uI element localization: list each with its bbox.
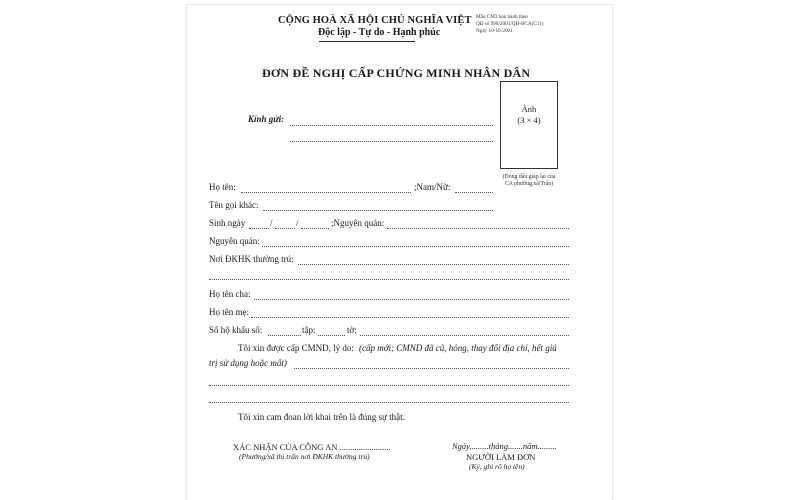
birthplace-label: ;Nguyên quán: (331, 218, 385, 228)
reason-field-line-3[interactable] (209, 402, 569, 403)
application-date: Ngày.........tháng.......năm......... (452, 441, 557, 451)
form-note-line-2: QĐ số 998/2001/QĐ-BCA(C11) (476, 21, 544, 27)
volume-label: tập: (302, 325, 316, 335)
full-name-field[interactable] (241, 192, 411, 193)
birthplace-field[interactable] (387, 228, 569, 229)
reason-field[interactable] (294, 368, 569, 369)
dob-year-field[interactable] (301, 228, 329, 229)
full-name-label: Họ tên: (209, 182, 236, 192)
hometown-field[interactable] (262, 246, 569, 247)
stamp-note-line-1: (Đóng dấu giáp lai của (502, 174, 556, 180)
father-field[interactable] (254, 299, 569, 300)
residence-field-continued[interactable] (209, 279, 569, 280)
other-name-field[interactable] (263, 210, 493, 211)
mother-field[interactable] (251, 317, 569, 318)
form-title: ĐƠN ĐỀ NGHỊ CẤP CHỨNG MINH NHÂN DÂN (262, 66, 531, 80)
reason-prefix: Tôi xin được cấp CMND, lý do: (238, 343, 354, 353)
photo-label: Ảnh (521, 104, 537, 114)
household-label: Số hộ khẩu số: (209, 325, 263, 335)
dob-month-field[interactable] (275, 228, 295, 229)
sheet-label: tờ: (347, 325, 357, 335)
stamp-note-line-2: CA phường,xã/Trấn) (504, 181, 554, 187)
volume-field[interactable] (318, 335, 345, 336)
mother-label: Họ tên mẹ: (209, 307, 249, 317)
hometown-label: Nguyên quán: (209, 236, 260, 246)
police-confirm-title: XÁC NHẬN CỦA CÔNG AN ........................ (233, 442, 391, 452)
dob-separator-2: / (296, 218, 299, 228)
dob-label: Sinh ngày (209, 218, 246, 228)
dob-separator-1: / (270, 218, 273, 228)
police-confirm-subtitle: (Phường/xã thị trấn nơi ĐKHK thường trú) (239, 452, 370, 461)
commitment-text: Tôi xin cam đoan lời khai trên là đúng sự thật. (238, 412, 405, 422)
addressee-label: Kính gửi: (248, 114, 285, 124)
motto: Độc lập - Tự do - Hạnh phúc (318, 27, 441, 38)
gender-field[interactable] (455, 192, 493, 193)
residence-field[interactable] (298, 264, 569, 265)
reason-field-line-2[interactable] (209, 385, 569, 386)
gender-label: ;Nam/Nữ: (414, 182, 451, 192)
photo-size: (3 × 4) (517, 115, 541, 125)
nation-heading: CỘNG HOÀ XÃ HỘI CHỦ NGHĨA VIỆT (278, 15, 472, 26)
reason-options-2: trị sử dụng hoặc mất) (209, 358, 287, 368)
residence-label: Nơi ĐKHK thường trú: (209, 254, 294, 264)
motto-underline (319, 41, 415, 42)
household-number-field[interactable] (268, 335, 301, 336)
form-note-line-3: Ngày 10-10-2001 (476, 28, 513, 34)
form-note-line-1: Mẫu CM3 ban hành theo (476, 14, 528, 20)
other-name-label: Tên gọi khác: (209, 200, 259, 210)
applicant-title: NGƯỜI LÀM ĐƠN (466, 452, 536, 462)
dob-day-field[interactable] (249, 228, 269, 229)
sheet-field[interactable] (360, 335, 569, 336)
applicant-subtitle: (Ký, ghi rõ họ tên) (469, 462, 525, 471)
reason-options-1: (cấp mới; CMND đã cũ, hỏng, thay đổi địa chỉ, hết giá (359, 343, 557, 353)
addressee-line-1[interactable] (290, 125, 493, 126)
photo-box (500, 81, 558, 169)
father-label: Họ tên cha: (209, 289, 251, 299)
addressee-line-2[interactable] (290, 141, 493, 142)
